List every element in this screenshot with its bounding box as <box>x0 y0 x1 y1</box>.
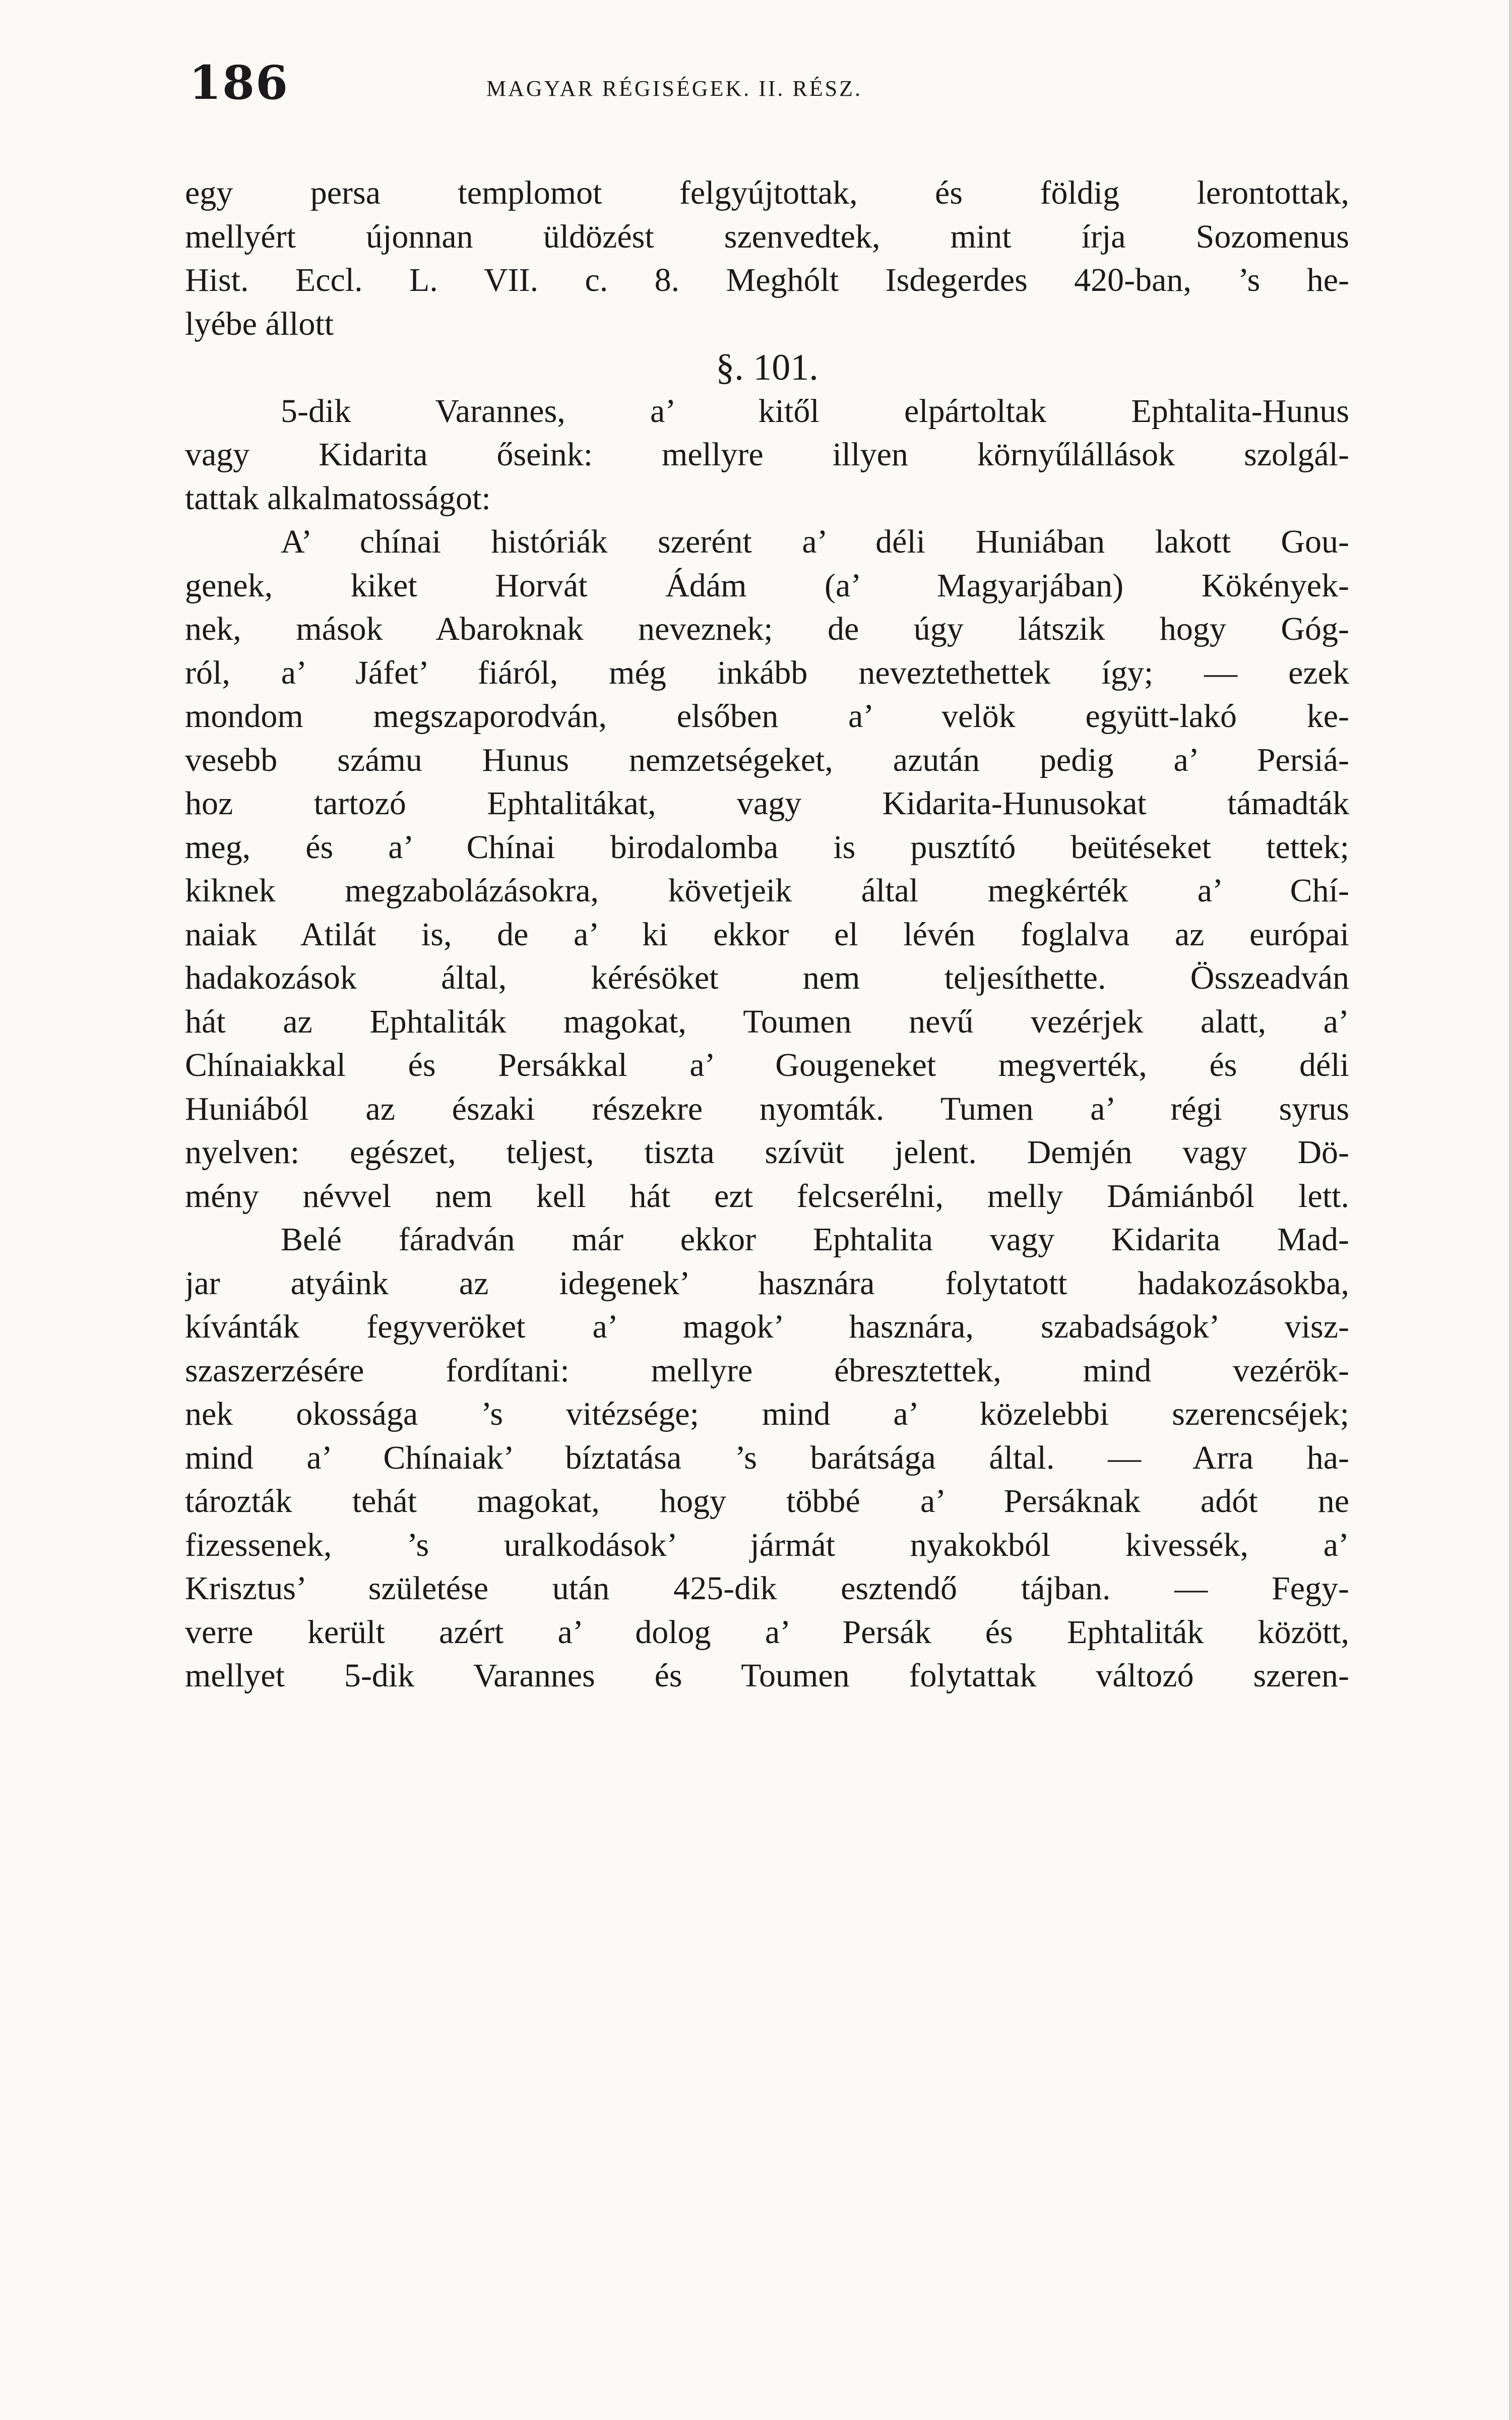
text-line: lyébe állott <box>185 305 334 342</box>
text-line: egy persa templomot felgyújtottak, és földig lerontottak, <box>185 174 1349 211</box>
text-line: Chínaiakkal és Persákkal a’ Gougeneket megverték, és déli <box>185 1047 1349 1083</box>
section-heading: §. 101. <box>716 347 818 388</box>
text-line: nyelven: egészet, teljest, tiszta szívüt jelent. Demjén vagy Dö- <box>185 1134 1349 1171</box>
text-line: mondom megszaporodván, elsőben a’ velök együtt-lakó ke- <box>185 698 1349 735</box>
text-line: Belé fáradván már ekkor Ephtalita vagy Kidarita Mad- <box>281 1221 1349 1258</box>
running-head: MAGYAR RÉGISÉGEK. II. RÉSZ. <box>486 76 862 101</box>
text-line: meg, és a’ Chínai birodalomba is pusztító beütéseket tettek; <box>185 828 1349 866</box>
page-header <box>189 55 1353 116</box>
text-line: genek, kiket Horvát Ádám (a’ Magyarjában) Kökények- <box>185 567 1349 604</box>
text-line: 5-dik Varannes, a’ kitől elpártoltak Ephtalita-Hunus <box>281 392 1349 430</box>
text-line: vagy Kidarita őseink: mellyre illyen környűlállások szolgál- <box>185 436 1349 473</box>
text-line: fizessenek, ’s uralkodások’ jármát nyakokból kivessék, a’ <box>185 1526 1349 1563</box>
text-line: mény névvel nem kell hát ezt felcserélni, melly Dámiánból lett. <box>185 1177 1349 1215</box>
text-line: A’ chínai históriák szerént a’ déli Huniában lakott Gou- <box>281 523 1349 560</box>
text-line: tározták tehát magokat, hogy többé a’ Persáknak adót ne <box>185 1483 1349 1520</box>
text-line: nek, mások Abaroknak neveznek; de úgy látszik hogy Góg- <box>185 611 1349 647</box>
page-edge <box>1509 0 1512 2420</box>
text-line: kiknek megzabolázásokra, követjeik által megkérték a’ Chí- <box>185 872 1349 909</box>
page-number: 186 <box>189 55 289 110</box>
text-line: nek okossága ’s vitézsége; mind a’ közelebbi szerencséjek; <box>185 1396 1349 1432</box>
body-text <box>185 171 1349 1698</box>
text-line: vesebb számu Hunus nemzetségeket, azután pedig a’ Persiá- <box>185 741 1349 778</box>
text-line: jar atyáink az idegenek’ hasznára folytatott hadakozásokba, <box>185 1264 1349 1302</box>
text-line: mind a’ Chínaiak’ bíztatása ’s barátsága által. — Arra ha- <box>185 1439 1349 1476</box>
text-line: naiak Atilát is, de a’ ki ekkor el lévén foglalva az európai <box>185 916 1349 953</box>
text-line: Krisztus’ születése után 425-dik esztendő tájban. — Fegy- <box>185 1570 1349 1607</box>
text-line: tattak alkalmatosságot: <box>185 479 491 517</box>
text-line: ról, a’ Jáfet’ fiáról, még inkább neveztethettek így; — ezek <box>185 654 1349 691</box>
text-line: mellyért újonnan üldözést szenvedtek, mint írja Sozomenus <box>185 218 1349 255</box>
text-line: verre került azért a’ dolog a’ Persák és Ephtaliták között, <box>185 1613 1349 1651</box>
text-line: mellyet 5-dik Varannes és Toumen folytattak változó szeren- <box>185 1657 1349 1694</box>
text-line: hoz tartozó Ephtalitákat, vagy Kidarita-Hunusokat támadták <box>185 785 1349 822</box>
text-line: szaszerzésére fordítani: mellyre ébresztettek, mind vezérök- <box>185 1352 1349 1389</box>
text-line: hát az Ephtaliták magokat, Toumen nevű vezérjek alatt, a’ <box>185 1003 1349 1040</box>
text-line: kívánták fegyveröket a’ magok’ hasznára, szabadságok’ visz- <box>185 1308 1349 1345</box>
text-line: Hist. Eccl. L. VII. c. 8. Meghólt Isdegerdes 420-ban, ’s he- <box>185 262 1349 298</box>
text-line: hadakozások által, kérésöket nem teljesíthette. Összeadván <box>185 959 1349 996</box>
text-line: Huniából az északi részekre nyomták. Tumen a’ régi syrus <box>185 1090 1349 1127</box>
